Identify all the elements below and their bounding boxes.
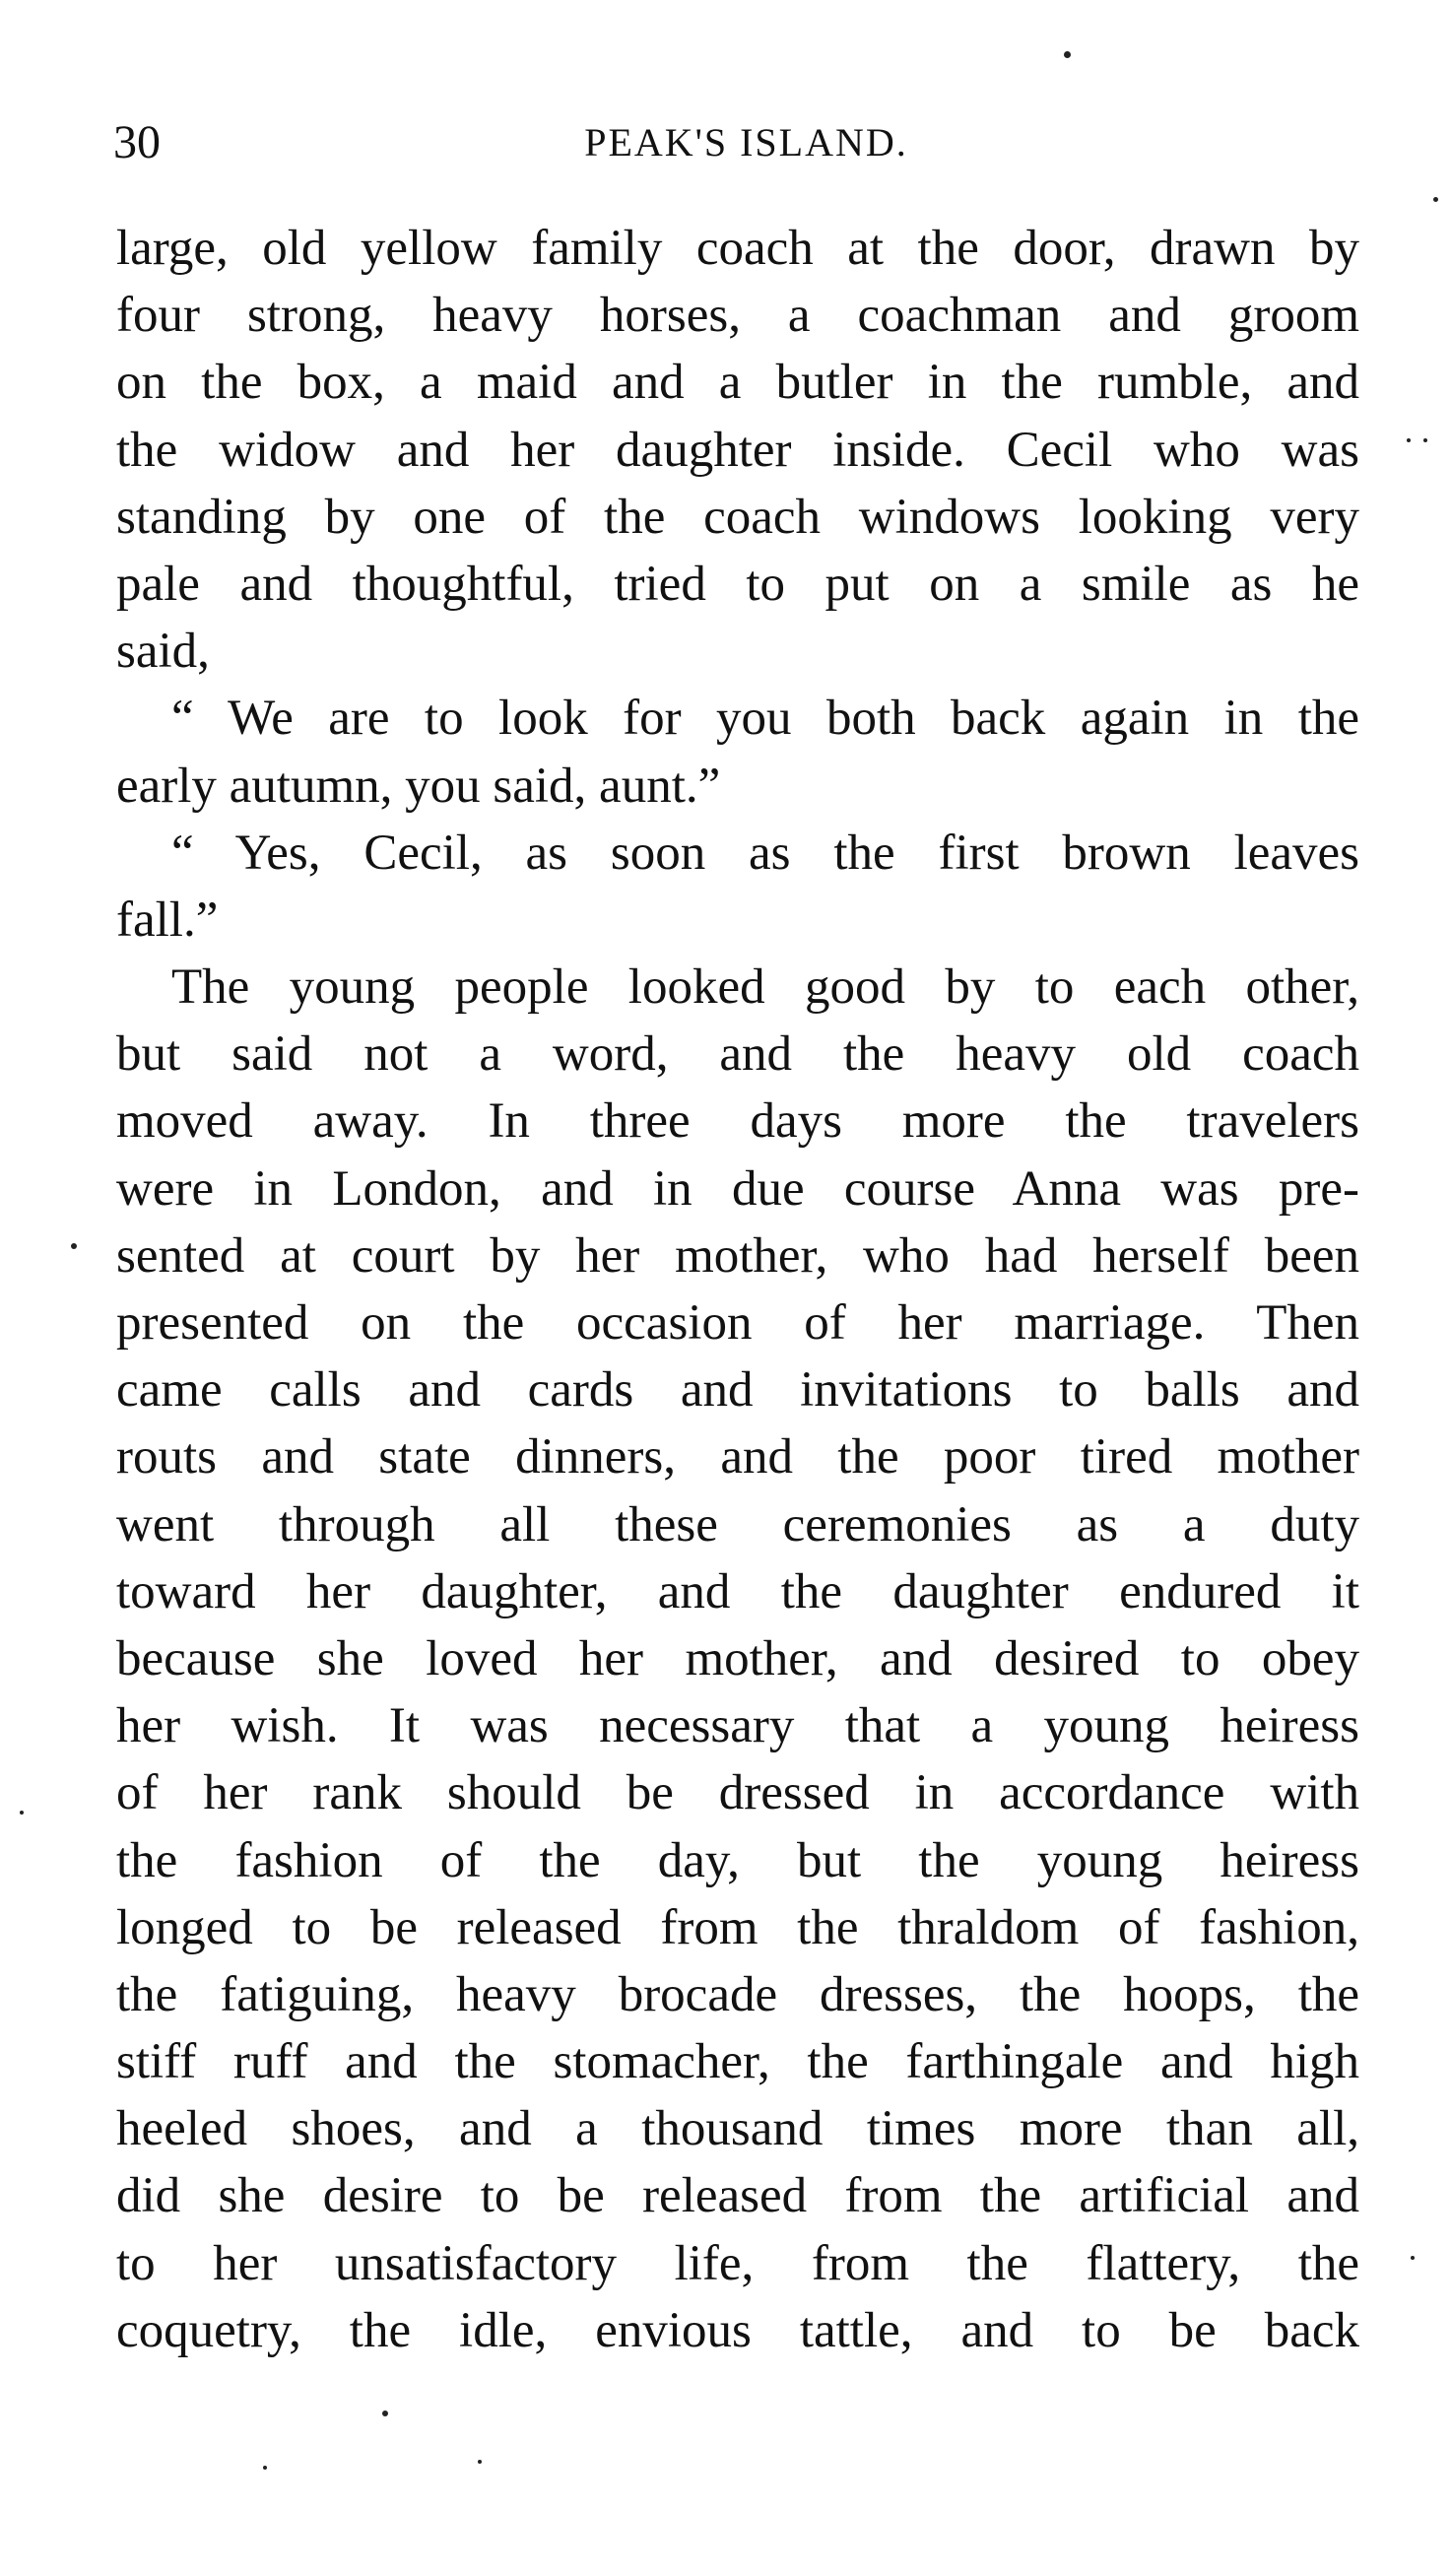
- scan-speck: [1423, 438, 1427, 442]
- text-line: “ Yes, Cecil, as soon as the first brown leaves: [171, 825, 1359, 881]
- text-line: said,: [116, 624, 210, 680]
- text-line: routs and state dinners, and the poor tired mother: [116, 1429, 1359, 1486]
- text-line: longed to be released from the thraldom of fashion,: [116, 1899, 1359, 1955]
- running-head: [113, 108, 1359, 177]
- text-line: stiff ruff and the stomacher, the farthingale and high: [116, 2034, 1359, 2090]
- text-line: did she desire to be released from the artificial and: [116, 2168, 1359, 2224]
- scan-speck: [1407, 438, 1411, 442]
- text-line: to her unsatisfactory life, from the flattery, the: [116, 2235, 1359, 2291]
- text-line: went through all these ceremonies as a duty: [116, 1496, 1359, 1552]
- scan-speck: [1411, 2256, 1415, 2260]
- text-line: the fatiguing, heavy brocade dresses, the hoops, the: [116, 1966, 1359, 2022]
- scan-speck: [263, 2466, 267, 2470]
- text-line: on the box, a maid and a butler in the rumble, and: [116, 355, 1359, 411]
- text-line: sented at court by her mother, who had herself been: [116, 1227, 1359, 1284]
- text-line: early autumn, you said, aunt.”: [116, 758, 721, 814]
- text-line: toward her daughter, and the daughter endured it: [116, 1563, 1359, 1619]
- text-line: because she loved her mother, and desired to obey: [116, 1630, 1359, 1686]
- text-line: moved away. In three days more the travelers: [116, 1093, 1359, 1150]
- text-line: presented on the occasion of her marriage. Then: [116, 1295, 1359, 1351]
- text-line: were in London, and in due course Anna was pre-: [116, 1160, 1359, 1217]
- scan-speck: [71, 1243, 77, 1249]
- text-line: her wish. It was necessary that a young heiress: [116, 1698, 1359, 1754]
- text-line: four strong, heavy horses, a coachman and groom: [116, 288, 1359, 344]
- text-line: large, old yellow family coach at the door, drawn by: [116, 221, 1359, 276]
- running-title: PEAK'S ISLAND.: [584, 120, 908, 165]
- scan-speck: [1433, 197, 1438, 202]
- text-line: “ We are to look for you both back again in the: [171, 691, 1359, 747]
- text-line: the widow and her daughter inside. Cecil who was: [116, 422, 1359, 478]
- text-line: came calls and cards and invitations to balls and: [116, 1362, 1359, 1419]
- text-line: The young people looked good by to each other,: [171, 959, 1359, 1016]
- text-line: of her rank should be dressed in accordance with: [116, 1765, 1359, 1821]
- page-number: 30: [113, 116, 161, 168]
- scan-speck: [1064, 51, 1071, 58]
- scan-speck: [478, 2460, 482, 2464]
- text-line: the fashion of the day, but the young heiress: [116, 1832, 1359, 1888]
- text-line: coquetry, the idle, envious tattle, and to be back: [116, 2302, 1359, 2358]
- scan-speck: [382, 2411, 388, 2416]
- text-line: heeled shoes, and a thousand times more than all,: [116, 2101, 1359, 2157]
- text-line: pale and thoughtful, tried to put on a smile as he: [116, 556, 1359, 612]
- text-line: standing by one of the coach windows looking very: [116, 489, 1359, 545]
- body-text: [116, 215, 1359, 2364]
- text-line: fall.”: [116, 892, 219, 948]
- scan-speck: [20, 1811, 24, 1815]
- text-line: but said not a word, and the heavy old coach: [116, 1026, 1359, 1083]
